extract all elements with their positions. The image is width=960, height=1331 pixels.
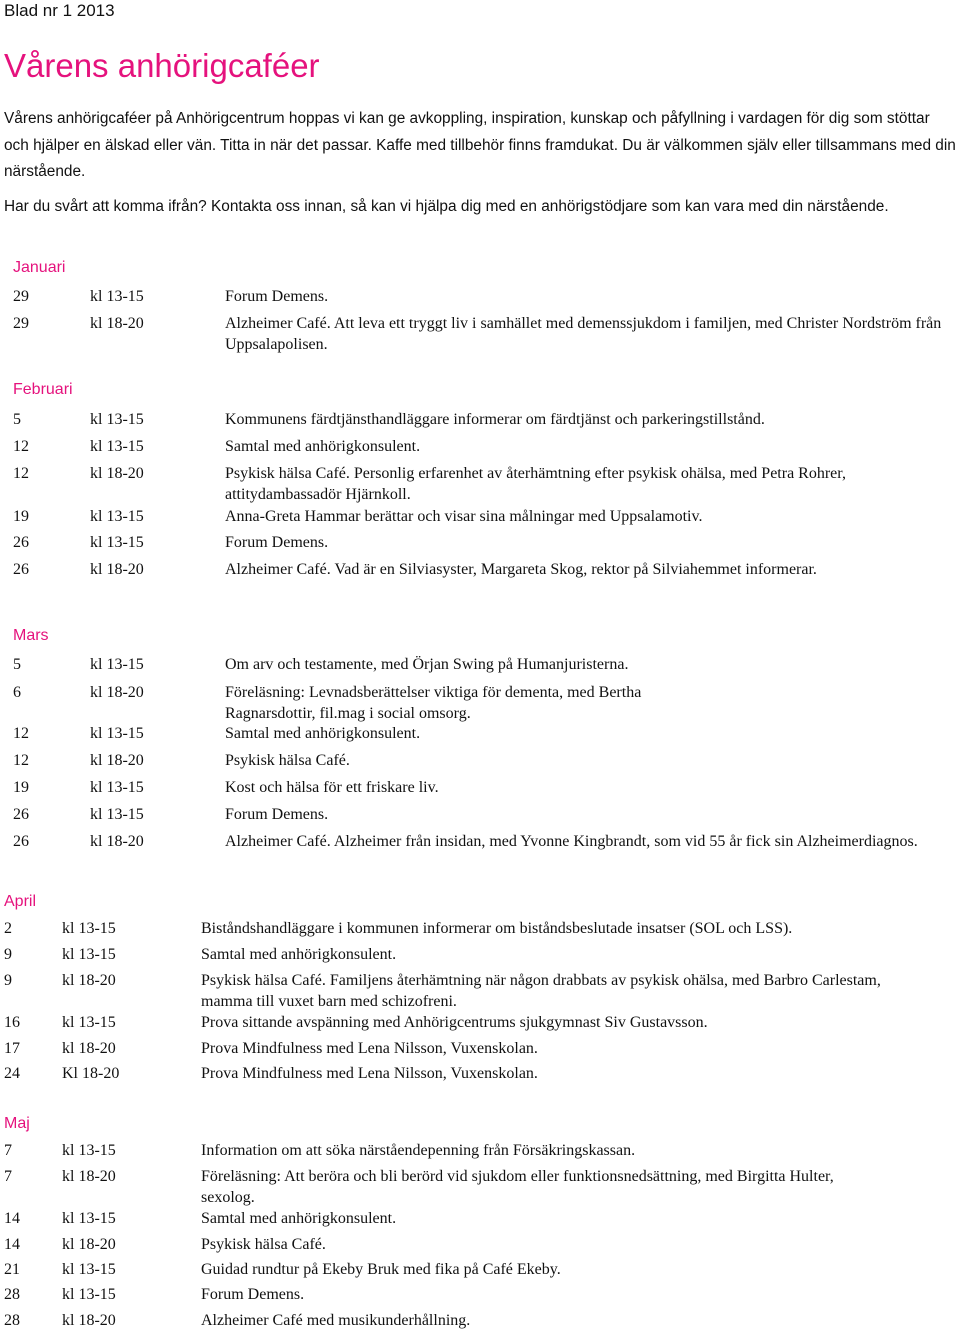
event-description: Alzheimer Café. Alzheimer från insidan, med Yvonne Kingbrandt, som vid 55 år fick sin Alzheimerdiagnos. <box>225 833 918 850</box>
event-time: Kl 18-20 <box>62 1065 120 1082</box>
page-title: Vårens anhörigcaféer <box>4 47 320 84</box>
event-time: kl 13-15 <box>90 508 144 525</box>
event-description: Samtal med anhörigkonsulent. <box>201 946 397 963</box>
event-day: 7 <box>4 1142 12 1159</box>
event-day: 9 <box>4 946 12 963</box>
event-description: Forum Demens. <box>225 534 329 551</box>
event-time: kl 18-20 <box>90 684 144 701</box>
intro-paragraph: Vårens anhörigcaféer på Anhörigcentrum hoppas vi kan ge avkoppling, inspiration, kunskap och påfyllning i vardagen för dig som stöttar och hjälper en älskad eller vän. Titta in när det passar. Kaffe med tillbehör finns framdukat. Du är välkommen själv eller tillsammans med din närstående. <box>4 110 956 180</box>
event-day: 7 <box>4 1168 12 1185</box>
event-description: Samtal med anhörigkonsulent. <box>201 1210 397 1227</box>
issue-label: Blad nr 1 2013 <box>4 1 115 20</box>
event-description: Forum Demens. <box>201 1286 305 1303</box>
event-day: 16 <box>4 1014 20 1031</box>
event-time: kl 13-15 <box>90 725 144 742</box>
event-description: Psykisk hälsa Café. Personlig erfarenhet av återhämtning efter psykisk ohälsa, med Petra Rohrer, attitydambassadör Hjärnkoll. <box>225 465 846 503</box>
event-day: 12 <box>13 438 29 455</box>
event-day: 2 <box>4 920 12 937</box>
event-day: 21 <box>4 1261 20 1278</box>
event-day: 5 <box>13 656 21 673</box>
event-time: kl 13-15 <box>62 1142 116 1159</box>
event-description: Samtal med anhörigkonsulent. <box>225 725 421 742</box>
event-day: 12 <box>13 465 29 482</box>
intro-contact-paragraph: Har du svårt att komma ifrån? Kontakta oss innan, så kan vi hjälpa dig med en anhörigstödjare som kan vara med din närstående. <box>4 198 889 215</box>
event-day: 26 <box>13 561 29 578</box>
event-description: Föreläsning: Levnadsberättelser viktiga för dementa, med Bertha Ragnarsdottir, fil.mag i social omsorg. <box>225 684 642 722</box>
event-day: 26 <box>13 833 29 850</box>
event-time: kl 18-20 <box>90 315 144 332</box>
event-time: kl 13-15 <box>62 1210 116 1227</box>
event-description: Kost och hälsa för ett friskare liv. <box>225 779 439 796</box>
event-time: kl 13-15 <box>90 534 144 551</box>
event-time: kl 13-15 <box>90 656 144 673</box>
event-time: kl 13-15 <box>90 779 144 796</box>
event-description: Guidad rundtur på Ekeby Bruk med fika på Café Ekeby. <box>201 1261 561 1278</box>
event-time: kl 13-15 <box>90 411 144 428</box>
event-day: 26 <box>13 534 29 551</box>
event-description: Anna-Greta Hammar berättar och visar sina målningar med Uppsalamotiv. <box>225 508 703 525</box>
event-day: 29 <box>13 288 29 305</box>
event-time: kl 13-15 <box>62 1261 116 1278</box>
event-time: kl 18-20 <box>62 972 116 989</box>
event-description: Prova Mindfulness med Lena Nilsson, Vuxenskolan. <box>201 1040 538 1057</box>
event-description: Information om att söka närståendepenning från Försäkringskassan. <box>201 1142 636 1159</box>
event-day: 9 <box>4 972 12 989</box>
event-day: 26 <box>13 806 29 823</box>
event-day: 14 <box>4 1210 20 1227</box>
event-time: kl 18-20 <box>62 1040 116 1057</box>
event-description: Alzheimer Café med musikunderhållning. <box>201 1312 471 1329</box>
event-day: 17 <box>4 1040 20 1057</box>
event-description: Biståndshandläggare i kommunen informerar om biståndsbeslutade insatser (SOL och LSS). <box>201 920 793 937</box>
event-day: 19 <box>13 508 29 525</box>
event-description: Alzheimer Café. Att leva ett tryggt liv i samhället med demenssjukdom i familjen, med Christer Nordström från Uppsalapolisen. <box>225 315 942 353</box>
month-heading-januari: Januari <box>13 259 66 276</box>
event-time: kl 18-20 <box>62 1312 116 1329</box>
event-description: Psykisk hälsa Café. Familjens återhämtning när någon drabbats av psykisk ohälsa, med Barbro Carlestam, mamma till vuxet barn med schizofreni. <box>201 972 881 1010</box>
event-day: 19 <box>13 779 29 796</box>
event-description: Forum Demens. <box>225 806 329 823</box>
event-time: kl 18-20 <box>90 465 144 482</box>
month-heading-april: April <box>4 893 37 910</box>
event-day: 5 <box>13 411 21 428</box>
event-time: kl 18-20 <box>90 561 144 578</box>
event-time: kl 13-15 <box>62 946 116 963</box>
event-day: 29 <box>13 315 29 332</box>
event-time: kl 13-15 <box>90 288 144 305</box>
event-description: Prova sittande avspänning med Anhörigcentrums sjukgymnast Siv Gustavsson. <box>201 1014 708 1031</box>
event-time: kl 13-15 <box>90 438 144 455</box>
event-time: kl 18-20 <box>62 1236 116 1253</box>
event-time: kl 13-15 <box>90 806 144 823</box>
month-heading-maj: Maj <box>4 1115 30 1132</box>
event-day: 12 <box>13 725 29 742</box>
event-time: kl 18-20 <box>62 1168 116 1185</box>
event-day: 12 <box>13 752 29 769</box>
event-time: kl 13-15 <box>62 920 116 937</box>
event-time: kl 18-20 <box>90 833 144 850</box>
event-description: Prova Mindfulness med Lena Nilsson, Vuxenskolan. <box>201 1065 538 1082</box>
event-description: Forum Demens. <box>225 288 329 305</box>
event-description: Föreläsning: Att beröra och bli berörd vid sjukdom eller funktionsnedsättning, med Birgitta Hulter, sexolog. <box>201 1168 834 1206</box>
event-day: 28 <box>4 1286 20 1303</box>
event-time: kl 13-15 <box>62 1286 116 1303</box>
event-description: Alzheimer Café. Vad är en Silviasyster, Margareta Skog, rektor på Silviahemmet informerar. <box>225 561 817 578</box>
event-time: kl 13-15 <box>62 1014 116 1031</box>
event-time: kl 18-20 <box>90 752 144 769</box>
month-heading-februari: Februari <box>13 381 73 398</box>
event-description: Kommunens färdtjänsthandläggare informerar om färdtjänst och parkeringstillstånd. <box>225 411 765 428</box>
event-description: Psykisk hälsa Café. <box>225 752 350 769</box>
event-day: 28 <box>4 1312 20 1329</box>
event-day: 14 <box>4 1236 20 1253</box>
event-description: Psykisk hälsa Café. <box>201 1236 326 1253</box>
event-description: Om arv och testamente, med Örjan Swing på Humanjuristerna. <box>225 656 629 673</box>
event-day: 24 <box>4 1065 20 1082</box>
event-description: Samtal med anhörigkonsulent. <box>225 438 421 455</box>
event-day: 6 <box>13 684 21 701</box>
month-heading-mars: Mars <box>13 627 49 644</box>
